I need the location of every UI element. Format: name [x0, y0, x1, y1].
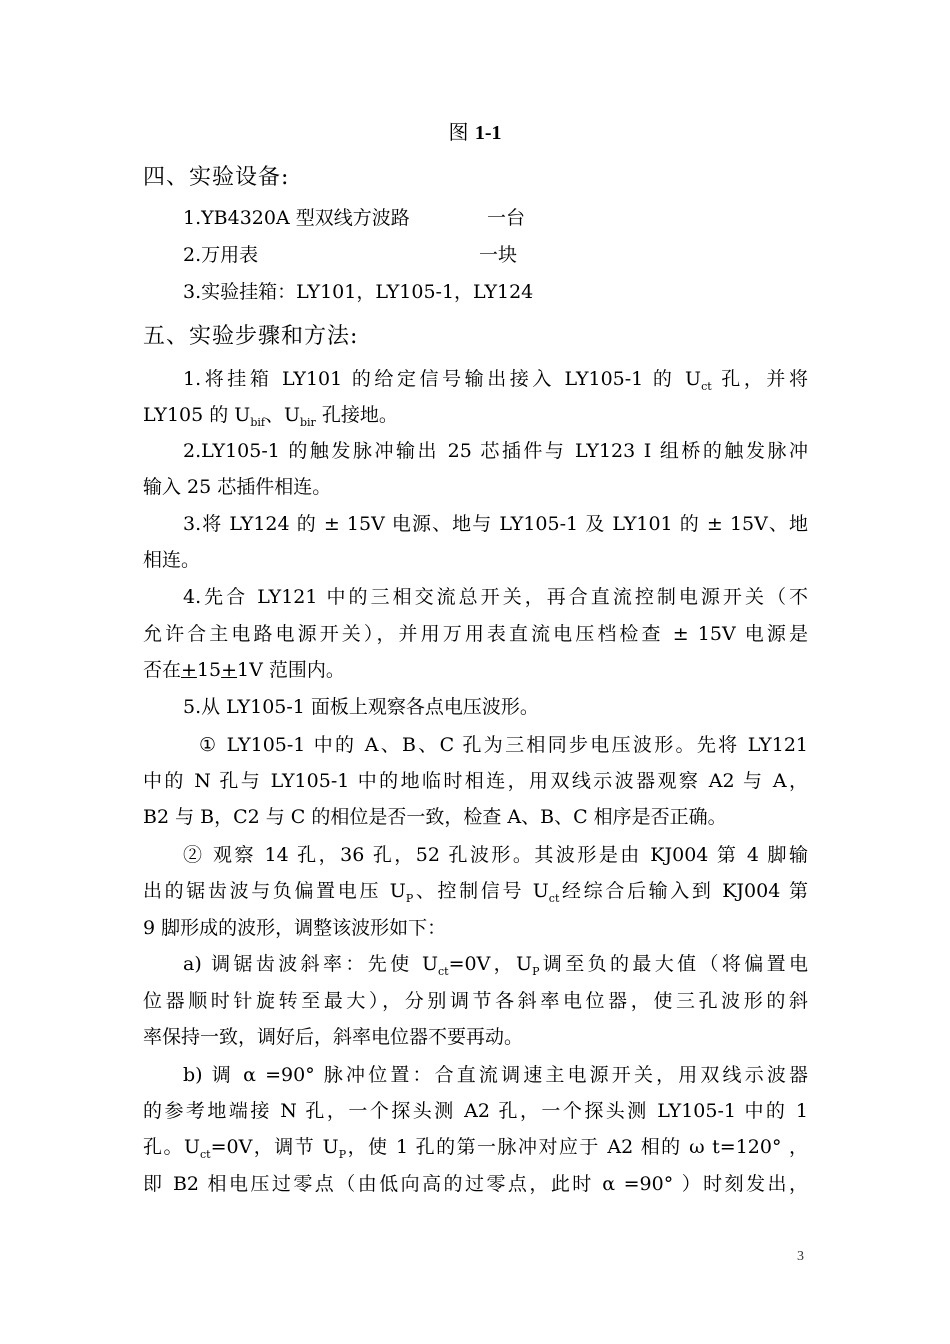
substep-a-text-a: a) 调锯齿波斜率：先使 U: [183, 953, 438, 975]
substep-b-text-a: 孔。U: [143, 1136, 200, 1158]
figure-caption: [0, 117, 950, 148]
figure-caption-prefix: 图: [448, 120, 475, 144]
step1-text-c: LY105 的 U: [143, 404, 251, 426]
section4-heading: 四、实验设备:: [143, 165, 290, 190]
substep-a-line3: 率保持一致，调好后，斜率电位器不要再动。: [143, 1026, 524, 1048]
substep-a-text-c: 调至负的最大值（将偏置电: [539, 953, 808, 975]
step2-line1: 2.LY105-1 的触发脉冲输出 25 芯插件与 LY123 I 组桥的触发脉冲: [183, 440, 808, 462]
step1-text-e: 孔接地。: [321, 404, 398, 426]
substep-b-text-c: ，使 1 孔的第一脉冲对应于 A2 相的 ω t=120° ，: [346, 1136, 808, 1158]
equipment-qty-2: 一块: [479, 244, 518, 266]
substep-b-line2: 的参考地端接 N 孔，一个探头测 A2 孔，一个探头测 LY105-1 中的 1: [143, 1100, 808, 1122]
circle1-line1: ① LY105-1 中的 A、B、C 孔为三相同步电压波形。先将 LY121: [199, 734, 808, 756]
step4-text-b: 15: [196, 659, 222, 681]
step4-line2: 允许合主电路电源开关），并用万用表直流电压档检查 ± 15V 电源是: [143, 623, 808, 645]
circle2-text-b: 、控制信号 U: [413, 880, 549, 902]
subscript-ct: ct: [199, 1148, 211, 1161]
step4-text-c: 1V 范围内。: [237, 659, 345, 681]
step4-line1: 4.先合 LY121 中的三相交流总开关，再合直流控制电源开关（不: [183, 586, 808, 608]
equipment-item-1: 1.YB4320A 型双线方波路: [183, 207, 410, 229]
step3-line2: 相连。: [143, 549, 201, 571]
circle2-text-c: 经综合后输入到 KJ004 第: [559, 880, 809, 902]
substep-b-line1: b) 调 α =90° 脉冲位置：合直流调速主电源开关，用双线示波器: [183, 1064, 808, 1086]
page-number: 3: [797, 1249, 804, 1264]
equipment-item-2: 2.万用表: [183, 244, 259, 266]
substep-b-line3: [143, 1130, 808, 1164]
equipment-qty-1: 一台: [487, 207, 526, 229]
subscript-ct: ct: [701, 380, 712, 393]
step4-text-a: 否在: [143, 659, 182, 681]
substep-a-line2: 位器顺时针旋转至最大），分别调节各斜率电位器，使三孔波形的斜: [143, 990, 808, 1012]
plus-minus-2: +: [221, 659, 238, 681]
substep-b-text-b: =0V，调节 U: [210, 1136, 339, 1158]
subscript-bif: bif: [250, 416, 265, 429]
step2-line2: 输入 25 芯插件相连。: [143, 476, 332, 498]
substep-a-text-b: =0V，U: [448, 953, 533, 975]
section5-heading: 五、实验步骤和方法:: [143, 324, 359, 349]
circle1-line2: 中的 N 孔与 LY105-1 中的地临时相连，用双线示波器观察 A2 与 A，: [143, 770, 808, 792]
step1-text-a: 1.将挂箱 LY101 的给定信号输出接入 LY105-1 的 U: [183, 368, 702, 390]
circle2-text-a: 出的锯齿波与负偏置电压 U: [143, 880, 406, 902]
plus-minus-1: +: [181, 659, 197, 681]
subscript-p: P: [405, 892, 414, 905]
step1-text-b: 孔，并将: [721, 368, 808, 390]
step3-line1: 3.将 LY124 的 ± 15V 电源、地与 LY105-1 及 LY101 的 ± 15V、地: [183, 513, 808, 535]
circle1-line3: B2 与 B，C2 与 C 的相位是否一致，检查 A、B、C 相序是否正确。: [143, 806, 727, 828]
subscript-p: P: [338, 1148, 347, 1161]
step1-line1: [183, 362, 808, 396]
substep-a-line1: [183, 947, 808, 981]
step4-line3: [143, 653, 808, 687]
circle2-line2: [143, 874, 808, 908]
step1-line2: [143, 398, 808, 432]
step1-text-d: 、U: [264, 404, 300, 426]
figure-caption-number: 1-1: [474, 122, 502, 144]
substep-b-line4: 即 B2 相电压过零点（由低向高的过零点，此时 α =90° ）时刻发出，: [143, 1173, 808, 1195]
subscript-ct: ct: [437, 965, 449, 978]
subscript-bir: bir: [299, 416, 316, 429]
circle2-line3: 9 脚形成的波形，调整该波形如下：: [143, 917, 447, 939]
subscript-ct: ct: [548, 892, 560, 905]
circle2-line1: ② 观察 14 孔，36 孔，52 孔波形。其波形是由 KJ004 第 4 脚输: [183, 844, 808, 866]
subscript-p: P: [532, 965, 540, 978]
equipment-item-3: 3.实验挂箱：LY101，LY105-1，LY124: [183, 281, 534, 303]
step5-line1: 5.从 LY105-1 面板上观察各点电压波形。: [183, 696, 539, 718]
